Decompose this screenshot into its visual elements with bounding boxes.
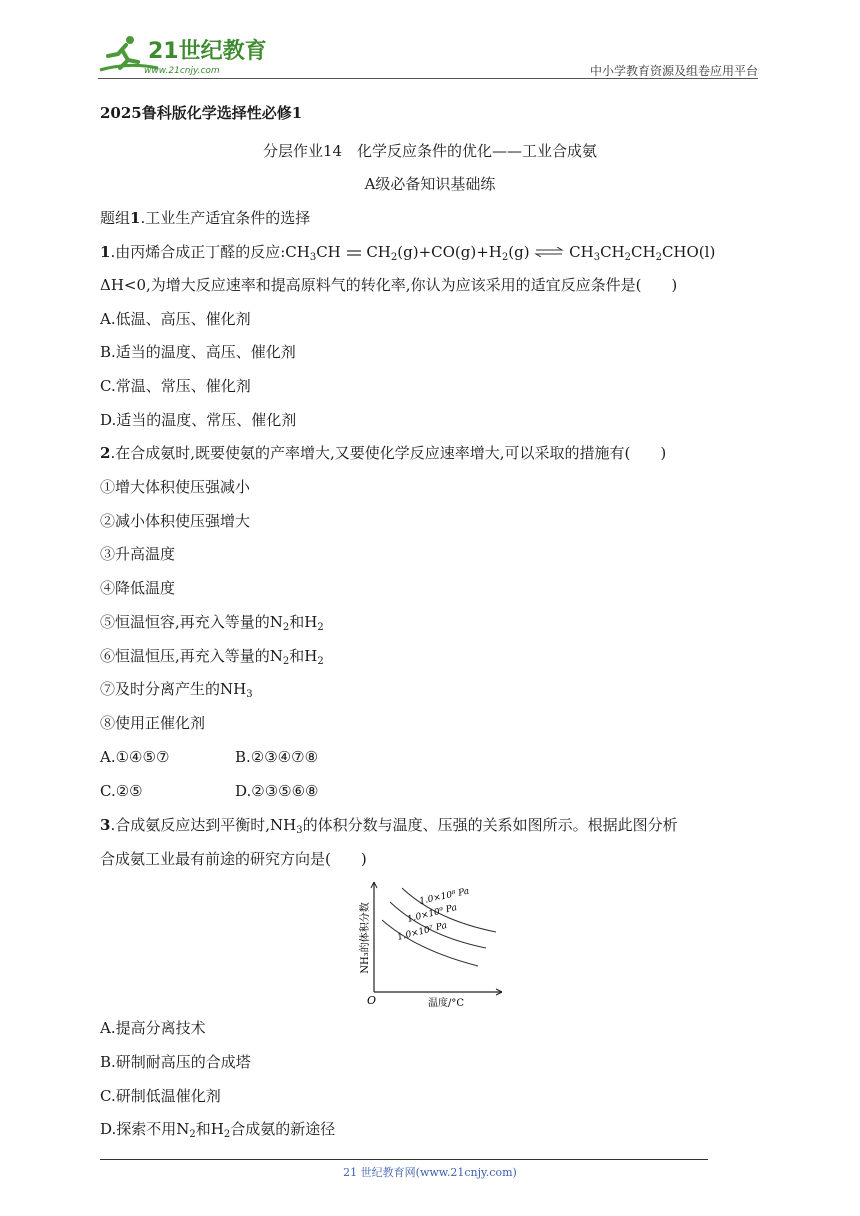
double-bond-icon xyxy=(346,249,362,257)
sub: 3 xyxy=(309,252,317,263)
q3-stem xyxy=(100,814,678,842)
q1-stem-a: .由丙烯合成正丁醛的反应:CH xyxy=(110,243,310,261)
q3-option-a: A.提高分离技术 xyxy=(100,1019,206,1037)
q3-number: 3 xyxy=(100,816,111,834)
q1-stem-d: (g)+CO(g)+H xyxy=(397,243,502,261)
equilibrium-arrow-icon xyxy=(534,247,564,257)
sub: 2 xyxy=(317,622,324,633)
q2-item-1: ①增大体积使压强减小 xyxy=(100,478,251,496)
q1-stem-g: CH xyxy=(600,243,625,261)
footer-divider xyxy=(100,1159,708,1160)
q2-item-5-text: ⑤恒温恒容,再充入等量的N xyxy=(100,613,283,631)
sub: 3 xyxy=(593,252,601,263)
page-title: 分层作业14 化学反应条件的优化——工业合成氨 xyxy=(262,142,598,160)
q3-option-d-c: 合成氨的新途径 xyxy=(230,1120,336,1138)
q2-option-a: A.①④⑤⑦ xyxy=(100,748,170,766)
q3-option-b: B.研制耐高压的合成塔 xyxy=(100,1053,251,1071)
sub: 2 xyxy=(624,252,631,263)
q2-options-row1 xyxy=(100,746,319,768)
sub: 3 xyxy=(246,689,253,700)
q2-options-row2 xyxy=(100,780,319,802)
q2-option-c: C.②⑤ xyxy=(100,782,143,800)
q3-option-d-b: 和H xyxy=(195,1120,224,1138)
q1-stem-f: CH xyxy=(569,243,594,261)
group-heading xyxy=(100,207,310,229)
curve-1-label: 1.0×10⁸ Pa xyxy=(418,886,471,907)
level-heading: A级必备知识基础练 xyxy=(364,175,496,193)
q2-item-3: ③升高温度 xyxy=(100,545,176,563)
q1-line2: ΔH<0,为增大反应速率和提高原料气的转化率,你认为应该采用的适宜反应条件是( ) xyxy=(100,276,678,294)
sub: 3 xyxy=(296,825,303,836)
q2-item-6 xyxy=(100,645,324,673)
logo-text: 21世纪教育 xyxy=(148,39,267,64)
q1-option-d: D.适当的温度、常压、催化剂 xyxy=(100,411,297,429)
q1-option-a: A.低温、高压、催化剂 xyxy=(100,310,251,328)
q2-item-4: ④降低温度 xyxy=(100,579,176,597)
q2-item-7-text: ⑦及时分离产生的NH xyxy=(100,680,247,698)
q3-figure xyxy=(356,880,506,1008)
sub: 2 xyxy=(282,656,290,667)
sub: 2 xyxy=(189,1129,196,1140)
platform-name: 中小学教育资源及组卷应用平台 xyxy=(589,64,758,78)
sub: 2 xyxy=(501,252,509,263)
sub: 2 xyxy=(655,252,662,263)
q2-item-2: ②减小体积使压强增大 xyxy=(100,512,251,530)
curve-2-label: 1.0×10⁹ Pa xyxy=(406,902,459,925)
q2-and-h: 和H xyxy=(289,613,318,631)
footer-link[interactable]: 21 世纪教育网(www.21cnjy.com) xyxy=(343,1166,517,1179)
q1-option-c: C.常温、常压、催化剂 xyxy=(100,377,251,395)
group-num: 1 xyxy=(130,209,141,227)
q2-stem-text: .在合成氨时,既要使氨的产率增大,又要使化学反应速率增大,可以采取的措施有( ) xyxy=(110,444,667,462)
q1-option-b: B.适当的温度、高压、催化剂 xyxy=(100,343,296,361)
course-title: 2025鲁科版化学选择性必修1 xyxy=(100,104,303,122)
q1-stem-h: CH xyxy=(631,243,656,261)
logo-url: www.21cnjy.com xyxy=(144,66,220,76)
x-axis-label: 温度/°C xyxy=(427,998,465,1008)
q1-stem xyxy=(100,241,715,269)
curve-3-label: 1.0×10⁷ Pa xyxy=(396,920,449,943)
sub: 2 xyxy=(282,622,290,633)
q1-stem-b: CH xyxy=(316,243,341,261)
q3-option-d xyxy=(100,1118,335,1146)
sub: 2 xyxy=(317,656,324,667)
q3-option-d-a: D.探索不用N xyxy=(100,1120,190,1138)
header-divider xyxy=(98,78,758,79)
q1-stem-c: CH xyxy=(366,243,391,261)
q2-number: 2 xyxy=(100,444,111,462)
q2-option-d: D.②③⑤⑥⑧ xyxy=(235,782,319,800)
sub: 2 xyxy=(223,1129,231,1140)
q2-and-h: 和H xyxy=(289,647,318,665)
q2-option-b: B.②③④⑦⑧ xyxy=(235,748,319,766)
q3-stem-a: .合成氨反应达到平衡时,NH xyxy=(110,816,297,834)
q3-line2: 合成氨工业最有前途的研究方向是( ) xyxy=(100,850,367,868)
origin-label: O xyxy=(367,994,377,1007)
q2-item-8: ⑧使用正催化剂 xyxy=(100,714,206,732)
q1-stem-i: CHO(l) xyxy=(661,243,716,261)
q2-item-6-text: ⑥恒温恒压,再充入等量的N xyxy=(100,647,283,665)
group-text: .工业生产适宜条件的选择 xyxy=(140,209,311,227)
sub: 2 xyxy=(390,252,398,263)
logo xyxy=(98,32,268,76)
page-header xyxy=(98,30,758,80)
q3-option-c: C.研制低温催化剂 xyxy=(100,1087,221,1105)
q2-item-5 xyxy=(100,611,324,639)
group-prefix: 题组 xyxy=(100,209,131,227)
q2-item-7 xyxy=(100,678,253,706)
q1-number: 1 xyxy=(100,243,111,261)
q1-stem-e: (g) xyxy=(508,243,530,261)
y-axis-label: NH₃的体积分数 xyxy=(360,902,371,974)
q2-stem xyxy=(100,442,666,464)
q3-stem-b: 的体积分数与温度、压强的关系如图所示。根据此图分析 xyxy=(302,816,678,834)
